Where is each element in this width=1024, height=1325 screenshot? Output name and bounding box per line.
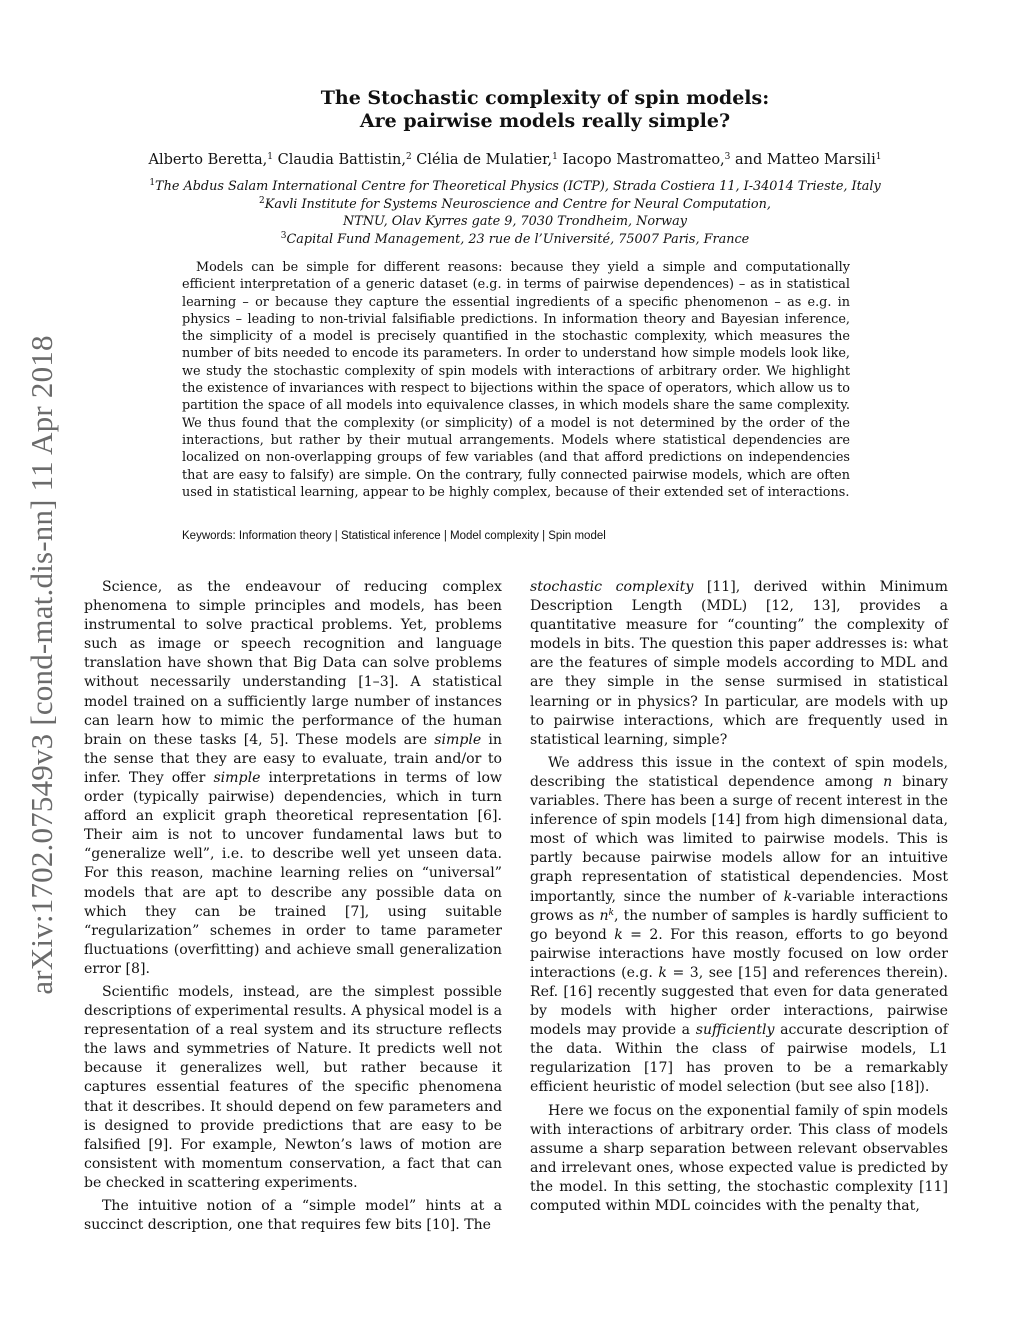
affiliation-mark: 3 xyxy=(724,152,731,162)
title-line-2: Are pairwise models really simple? xyxy=(359,110,731,132)
affiliation-mark: 2 xyxy=(405,152,412,162)
paper-title xyxy=(180,87,910,133)
affiliation-mark: 1 xyxy=(267,152,273,162)
abstract-text: Models can be simple for different reasons: because they yield a simple and computationally efficient interpretation of a generic dataset (e.g. in terms of pairwise dependences) – as in statistical learning – or because they capture the essential ingredients of a specific phenomenon – as e.g. in physics – leading to non-trivial falsifiable predictions. In information theory and Bayesian inference, the simplicity of a model is precisely quantified in the stochastic complexity, which measures the number of bits needed to encode its parameters. In order to understand how simple models look like, we study the stochastic complexity of spin models with interactions of arbitrary order. We highlight the existence of invariances with respect to bijections within the space of operators, which allow us to partition the space of all models into equivalence classes, in which models share the same complexity. We thus found that the complexity (or simplicity) of a model is not determined by the order of the interactions, but rather by their mutual arrangements. Models where statistical dependencies are localized on non-overlapping groups of few variables (and that afford predictions on independencies that are easy to falsify) are simple. On the contrary, fully connected pairwise models, which are often used in statistical learning, appear to be highly complex, because of their extended set of interactions. xyxy=(182,260,850,500)
author-name: Alberto Beretta, xyxy=(148,152,268,168)
keywords: Keywords: Information theory | Statistical inference | Model complexity | Spin model xyxy=(182,530,606,542)
affiliations xyxy=(100,178,930,248)
title-line-1: The Stochastic complexity of spin models: xyxy=(320,87,770,109)
affiliation-mark: 1 xyxy=(552,152,558,162)
affiliation-3: $^3$Capital Fund Management, 23 rue de l’Université, 75007 Paris, France xyxy=(280,230,750,247)
abstract xyxy=(182,259,850,501)
arxiv-identifier: arXiv:1702.07549v3 [cond-mat.dis-nn] 11 Apr 2018 xyxy=(24,335,59,995)
left-column xyxy=(84,578,502,1239)
author-name: Clélia de Mulatier, xyxy=(416,152,553,168)
body-paragraph: Scientific models, instead, are the simplest possible descriptions of experimental results. A physical model is a representation of a real system and its structure reflects the laws and symmetries of Nature. It predicts well not because it generalizes well, but rather because it captures essential features of the specific phenomena that it describes. It should depend on few parameters and is designed to provide predictions that are easy to be falsified [9]. For example, Newton’s laws of motion are consistent with momentum conservation, a fact that can be checked in scattering experiments. xyxy=(84,983,502,1191)
affiliation-2-address: NTNU, Olav Kyrres gate 9, 7030 Trondheim, Norway xyxy=(343,214,687,229)
affiliation-2: $^2$Kavli Institute for Systems Neuroscience and Centre for Neural Computation, xyxy=(259,195,771,212)
author-name: Iacopo Mastromatteo, xyxy=(562,152,725,168)
affiliation-mark: 1 xyxy=(875,152,882,162)
body-paragraph: We address this issue in the context of spin models, describing the statistical dependence among n binary variables. There has been a surge of recent interest in the inference of spin models [14] from high dimensional data, most of which was limited to pairwise models. This is partly because pairwise models allow for an intuitive graph representation of statistical dependencies. Most importantly, since the number of k-variable interactions grows as $n^k$, the number of samples is hardly sufficient to go beyond k = 2. For this reason, efforts to go beyond pairwise interactions have mostly focused on low order interactions (e.g. k = 3, see [15] and references therein). Ref. [16] recently suggested that even for data generated by models with higher order interactions, pairwise models may provide a sufficiently accurate description of the data. Within the class of pairwise models, L1 regularization [17] has proven to be a remarkably efficient heuristic of model selection (but see also [18]). xyxy=(530,754,949,1096)
body-paragraph: Science, as the endeavour of reducing complex phenomena to simple principles and models, has been instrumental to solve practical problems. Yet, problems such as image or speech recognition and language translation have shown that Big Data can solve problems without necessarily understanding [1–3]. A statistical model trained on a sufficiently large number of instances can learn how to mimic the performance of the human brain on these tasks [4, 5]. These models are simple in the sense that they are easy to evaluate, train and/or to infer. They offer simple interpretations in terms of low order (typically pairwise) dependencies, which in turn afford an explicit graph theoretical representation [6]. Their aim is not to uncover fundamental laws but to “generalize well”, i.e. to describe well yet unseen data. For this reason, machine learning relies on “universal” models that are apt to describe any possible data on which they can be trained [7], using suitable “regularization” schemes in order to tame parameter fluctuations (overfitting) and achieve small generalization error [8]. xyxy=(84,579,502,977)
author-name: and Matteo Marsili xyxy=(735,152,876,168)
right-column xyxy=(530,578,948,1220)
body-paragraph: Here we focus on the exponential family of spin models with interactions of arbitrary order. This class of models assume a sharp separation between relevant observables and irrelevant ones, whose expected value is predicted by the model. In this setting, the stochastic complexity [11] computed within MDL coincides with the penalty that, xyxy=(530,1102,948,1214)
body-paragraph: The intuitive notion of a “simple model” hints at a succinct description, one that requires few bits [10]. The xyxy=(84,1198,502,1234)
affiliation-1: $^1$The Abdus Salam International Centre for Theoretical Physics (ICTP), Strada Costiera 11, I-34014 Trieste, Italy xyxy=(149,178,881,194)
body-paragraph: stochastic complexity [11], derived within Minimum Description Length (MDL) [12, 13], provides a quantitative measure for “counting” the complexity of models in bits. The question this paper addresses is: what are the features of simple models according to MDL and are they simple in the sense surmised in statistical learning or in physics? In particular, are models with up to pairwise interactions, which are frequently used in statistical learning, simple? xyxy=(530,579,948,748)
author-name: Claudia Battistin, xyxy=(277,152,406,168)
author-list xyxy=(100,151,930,169)
